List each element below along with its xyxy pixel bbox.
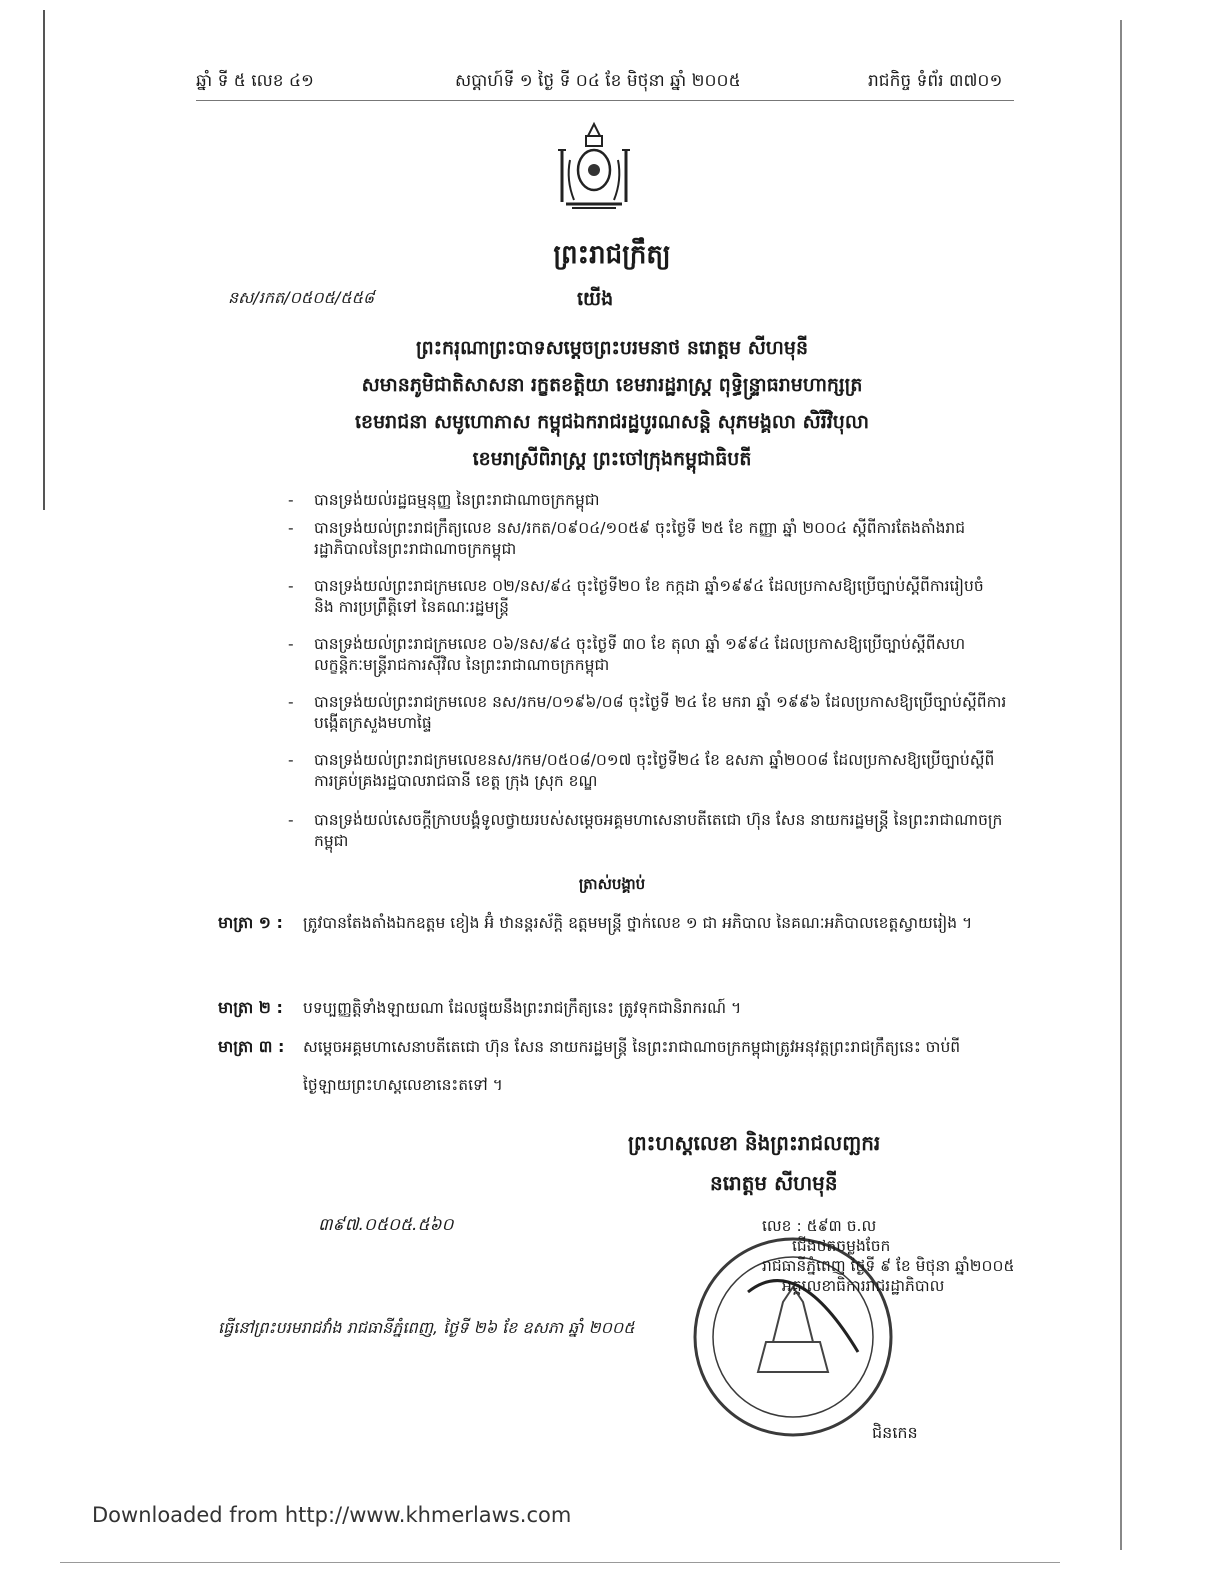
visa-dash: - <box>288 577 294 595</box>
header-volume: ឆ្នាំ ទី ៥ លេខ ៤១ <box>196 71 314 91</box>
visa-text: បានទ្រង់យល់ព្រះរាជក្រមលេខ ០២/នស/៩៤ ចុះថ្ងៃទី២០ ខែ កក្កដា ឆ្នាំ១៩៩៤ ដែលប្រកាសឱ្យប្រើច្បាប់ស្តីពីការរៀបចំ និង ការប្រព្រឹត្តិទៅ នៃគណៈរដ្ឋមន្ត្រី <box>314 577 984 616</box>
visa-dash: - <box>288 519 294 537</box>
article-text: ត្រូវបានតែងតាំងឯកឧត្តម ខៀង អ៊ំ ឋានន្តរស័ក្តិ ឧត្តមមន្ត្រី ថ្នាក់លេខ ១ ជា អភិបាល នៃគណៈអភិបាលខេត្តស្វាយរៀង ។ <box>303 914 973 932</box>
royal-title-line: ខេមរាស្រីពិរាស្ត្រ ព្រះចៅក្រុងកម្ពុជាធិបតី <box>472 448 752 470</box>
visa-item <box>288 692 1008 734</box>
copy-date: រាជធានីភ្នំពេញ ថ្ងៃទី ៩ ខែ មិថុនា ឆ្នាំ២០០៥ <box>762 1257 1015 1275</box>
footer-download-source: Downloaded from http://www.khmerlaws.com <box>92 1503 572 1527</box>
visa-item <box>288 634 1008 676</box>
article-text: បទប្បញ្ញត្តិទាំងឡាយណា ដែលផ្ទុយនឹងព្រះរាជក្រឹត្យនេះ ត្រូវទុកជានិរាករណ៍ ។ <box>303 999 742 1017</box>
visa-item <box>288 750 1008 792</box>
header-page: រាជកិច្ច ទំព័រ ៣៧០១ <box>868 71 1003 91</box>
certified-copy-block <box>762 1216 1014 1296</box>
signatory-name: នរោត្តម សីហមុនី <box>710 1171 838 1195</box>
decree-title: ព្រះរាជក្រឹត្យ <box>553 240 671 270</box>
royal-title-line: សមានភូមិជាតិសាសនា រក្ខតខត្តិយា ខេមរារដ្ឋរាស្ត្រ ពុទ្ធិន្ទ្រាធរាមហាក្សត្រ <box>361 374 863 396</box>
visa-text: បានទ្រង់យល់រដ្ឋធម្មនុញ្ញ នៃព្រះរាជាណាចក្រកម្ពុជា <box>314 491 600 509</box>
visa-text: បានទ្រង់យល់ព្រះរាជក្រមលេខនស/រកម/០៥០៨/០១៧ ចុះថ្ងៃទី២៤ ខែ ឧសភា ឆ្នាំ២០០៨ ដែលប្រកាសឱ្យប្រើច្បាប់ស្តីពីការគ្រប់គ្រងរដ្ឋបាលរាជធានី ខេត្ត ក្រុង ស្រុក ខណ្ឌ <box>314 751 995 790</box>
we-heading: យើង <box>577 288 614 310</box>
registry-number: ៣៩៧.០៥០៥.៥៦០ <box>318 1215 454 1235</box>
header-underline <box>196 100 1014 101</box>
visa-dash: - <box>288 751 294 769</box>
copy-office: អគ្គលេខាធិការរាជរដ្ឋាភិបាល <box>782 1277 945 1295</box>
article-label: មាត្រា ២ : <box>218 998 283 1017</box>
bottom-scan-edge <box>60 1562 1060 1563</box>
visa-dash: - <box>288 693 294 711</box>
visa-text: បានទ្រង់យល់ព្រះរាជក្រមលេខ ០៦/នស/៩៤ ចុះថ្ងៃទី ៣០ ខែ តុលា ឆ្នាំ ១៩៩៤ ដែលប្រកាសឱ្យប្រើច្បាប់ស្តីពីសហលក្ខន្តិកៈមន្ត្រីរាជការស៊ីវិល នៃព្រះរាជាណាចក្រកម្ពុជា <box>314 635 966 674</box>
visa-text: បានទ្រង់យល់សេចក្តីក្រាបបង្គំទូលថ្វាយរបស់សម្តេចអគ្គមហាសេនាបតីតេជោ ហ៊ុន សែន នាយករដ្ឋមន្ត្រី នៃព្រះរាជាណាចក្រកម្ពុជា <box>314 811 1003 850</box>
visa-item <box>288 810 1008 852</box>
visa-item <box>288 518 1008 560</box>
visa-item <box>288 576 1008 618</box>
copy-number: លេខ : ៥៩៣ ច.ល <box>762 1217 877 1235</box>
royal-title-line: ព្រះករុណាព្រះបាទសម្តេចព្រះបរមនាថ នរោត្តម សីហមុនី <box>415 337 809 359</box>
official-name: ជិនកេន <box>872 1423 918 1442</box>
royal-title-line: ខេមរាជនា សមូហោភាស កម្ពុជឯករាជរដ្ឋបូរណសន្តិ សុភមង្គលា សិរីវិបុលា <box>355 411 869 433</box>
visa-dash: - <box>288 811 294 829</box>
decree-heading: ត្រាស់បង្គាប់ <box>578 875 646 893</box>
visa-text: បានទ្រង់យល់ព្រះរាជក្រមលេខ នស/រកម/០១៩៦/០៨ ចុះថ្ងៃទី ២៤ ខែ មករា ឆ្នាំ ១៩៩៦ ដែលប្រកាសឱ្យប្រើច្បាប់ស្តីពីការបង្កើតក្រសួងមហាផ្ទៃ <box>314 693 1007 732</box>
article-label: មាត្រា ៣ : <box>218 1037 285 1056</box>
header-date: សប្តាហ៍ទី ១ ថ្ងៃ ទី ០៤ ខែ មិថុនា ឆ្នាំ ២០០៥ <box>455 71 741 91</box>
royal-coat-of-arms-icon <box>548 120 640 212</box>
article-text: សម្តេចអគ្គមហាសេនាបតីតេជោ ហ៊ុន សែន នាយករដ្ឋមន្ត្រី នៃព្រះរាជាណាចក្រកម្ពុជាត្រូវអនុវត្តព្រះរាជក្រឹត្យនេះ ចាប់ពីថ្ងៃឡាយព្រះហស្តលេខានេះតទៅ ។ <box>303 1038 961 1094</box>
visa-text: បានទ្រង់យល់ព្រះរាជក្រឹត្យលេខ នស/រកត/០៩០៤/១០៥៩ ចុះថ្ងៃទី ២៥ ខែ កញ្ញា ឆ្នាំ ២០០៤ ស្តីពីការតែងតាំងរាជរដ្ឋាភិបាលនៃព្រះរាជាណាចក្រកម្ពុជា <box>314 519 966 558</box>
reference-number: នស/រកត/០៥០៥/៥៥៨ <box>228 288 375 307</box>
visa-dash: - <box>288 491 294 509</box>
copy-distribution: ជើងថតចម្លងចែក <box>792 1237 891 1255</box>
article-label: មាត្រា ១ : <box>218 913 283 932</box>
visa-dash: - <box>288 635 294 653</box>
visa-item <box>288 490 1008 511</box>
place-and-date: ធ្វើនៅព្រះបរមរាជវាំង រាជធានីភ្នំពេញ, ថ្ងៃទី ២៦ ខែ ឧសភា ឆ្នាំ ២០០៥ <box>218 1318 635 1337</box>
signature-heading: ព្រះហស្តលេខា និងព្រះរាជលញ្ឆករ <box>628 1131 881 1155</box>
